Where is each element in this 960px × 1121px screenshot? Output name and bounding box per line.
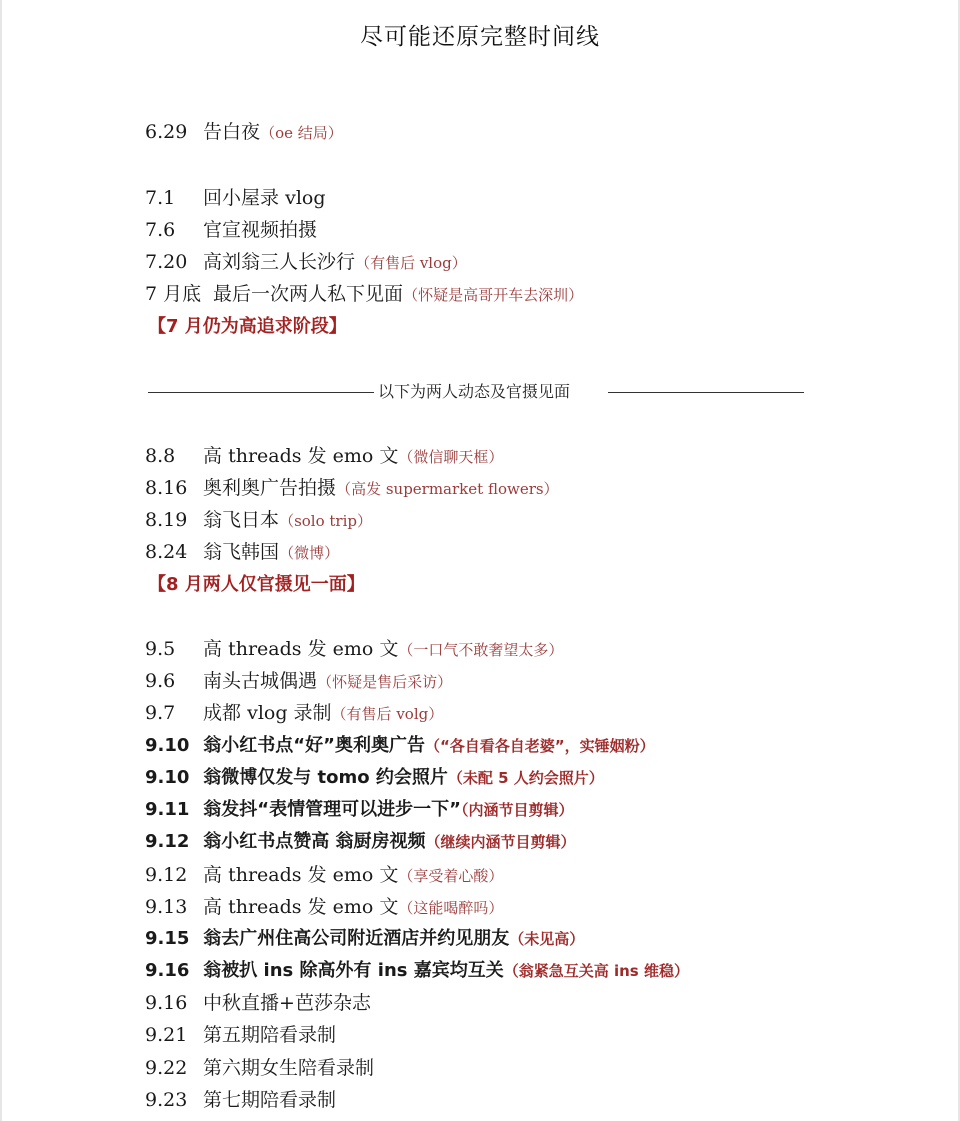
entry-text: 最后一次两人私下见面 (213, 283, 404, 305)
entry-note: （未见高） (509, 930, 585, 948)
timeline-entry (145, 217, 317, 244)
timeline-entry (145, 475, 559, 502)
page-edge-left (0, 0, 2, 1121)
entry-date: 9.7 (145, 702, 176, 724)
timeline-entry (145, 185, 326, 212)
entry-date: 9.5 (145, 638, 176, 660)
entry-date: 9.11 (145, 799, 190, 820)
entry-date: 9.16 (145, 960, 190, 981)
entry-text: 高 threads 发 emo 文 (203, 864, 399, 886)
divider-rule-left (148, 392, 374, 393)
timeline-entry (145, 733, 655, 759)
entry-text: 翁微博仅发与 tomo 约会照片 (203, 767, 448, 788)
entry-note: （oe 结局） (260, 124, 343, 142)
entry-text: 中秋直播+芭莎杂志 (203, 992, 371, 1014)
timeline-entry (145, 926, 584, 952)
timeline-entry (145, 249, 467, 276)
entry-date: 9.13 (145, 896, 188, 918)
entry-date: 7 月底 (145, 283, 202, 305)
entry-note: （怀疑是高哥开车去深圳） (403, 286, 584, 304)
entry-text: 翁飞韩国 (203, 541, 280, 563)
entry-text: 翁飞日本 (203, 509, 280, 531)
entry-text: 高刘翁三人长沙行 (203, 251, 356, 273)
entry-note: （继续内涵节目剪辑） (425, 833, 576, 851)
timeline-entry (145, 1087, 336, 1114)
timeline-entry (145, 700, 443, 727)
timeline-entry (145, 765, 604, 791)
entry-note: （未配 5 人约会照片） (447, 769, 604, 787)
entry-date: 9.10 (145, 767, 190, 788)
entry-date: 8.19 (145, 509, 188, 531)
entry-note: （solo trip） (279, 512, 372, 530)
entry-note: （这能喝醉吗） (398, 899, 504, 917)
entry-text: 高 threads 发 emo 文 (203, 445, 399, 467)
entry-text: 翁被扒 ins 除高外有 ins 嘉宾均互关 (203, 960, 504, 981)
entry-note: （怀疑是售后采访） (317, 673, 453, 691)
entry-note: （内涵节目剪辑） (460, 801, 574, 819)
entry-date: 9.23 (145, 1089, 188, 1111)
entry-note: （微信聊天框） (398, 448, 504, 466)
timeline-entry (145, 636, 563, 663)
entry-date: 7.20 (145, 251, 188, 273)
entry-date: 9.6 (145, 670, 176, 692)
entry-date: 9.15 (145, 928, 190, 949)
entry-date: 9.22 (145, 1057, 188, 1079)
entry-text: 成都 vlog 录制 (203, 702, 332, 724)
entry-text: 官宣视频拍摄 (203, 219, 318, 241)
entry-text: 回小屋录 vlog (203, 187, 326, 209)
timeline-entry (145, 958, 689, 984)
entry-text: 第五期陪看录制 (203, 1024, 337, 1046)
timeline-entry (145, 862, 503, 889)
page-title: 尽可能还原完整时间线 (360, 24, 600, 50)
entry-note: （高发 supermarket flowers） (336, 480, 559, 498)
entry-text: 高 threads 发 emo 文 (203, 638, 399, 660)
timeline-entry (145, 829, 576, 855)
entry-note: （有售后 vlog） (355, 254, 467, 272)
timeline-entry (145, 668, 452, 695)
phase-label: 【8 月两人仅官摄见一面】 (148, 574, 365, 595)
entry-note: （微博） (279, 544, 340, 562)
entry-text: 第六期女生陪看录制 (203, 1057, 375, 1079)
entry-text: 高 threads 发 emo 文 (203, 896, 399, 918)
entry-date: 7.1 (145, 187, 176, 209)
entry-date: 9.21 (145, 1024, 188, 1046)
entry-date: 9.12 (145, 831, 190, 852)
entry-date: 6.29 (145, 121, 188, 143)
entry-note: （“各自看各自老婆”，实锤姻粉） (424, 737, 655, 755)
entry-date: 8.16 (145, 477, 188, 499)
divider-text: 以下为两人动态及官摄见面 (378, 382, 571, 401)
entry-date: 9.10 (145, 735, 190, 756)
timeline-entry (145, 894, 503, 921)
phase-label: 【7 月仍为高追求阶段】 (148, 316, 347, 337)
divider-rule-right (608, 392, 804, 393)
entry-date: 7.6 (145, 219, 176, 241)
entry-note: （一口气不敢奢望太多） (398, 641, 564, 659)
entry-text: 南头古城偶遇 (203, 670, 318, 692)
entry-text: 告白夜 (203, 121, 261, 143)
timeline-entry (145, 990, 371, 1017)
timeline-entry (145, 1055, 374, 1082)
entry-note: （享受着心酸） (398, 867, 504, 885)
entry-text: 翁发抖“表情管理可以进步一下” (203, 799, 461, 820)
timeline-entry (145, 797, 573, 823)
entry-note: （翁紧急互关高 ins 维稳） (503, 962, 689, 980)
timeline-entry (145, 1022, 336, 1049)
entry-text: 第七期陪看录制 (203, 1089, 337, 1111)
entry-date: 9.16 (145, 992, 188, 1014)
entry-text: 翁小红书点赞高 翁厨房视频 (203, 831, 426, 852)
entry-text: 奥利奥广告拍摄 (203, 477, 337, 499)
timeline-entry (145, 281, 583, 308)
entry-date: 8.24 (145, 541, 188, 563)
timeline-entry (145, 507, 372, 534)
entry-note: （有售后 volg） (331, 705, 444, 723)
entry-text: 翁去广州住高公司附近酒店并约见朋友 (203, 928, 510, 949)
entry-text: 翁小红书点“好”奥利奥广告 (203, 735, 425, 756)
entry-date: 8.8 (145, 445, 176, 467)
timeline-entry (145, 443, 503, 470)
entry-date: 9.12 (145, 864, 188, 886)
timeline-entry (145, 119, 343, 146)
timeline-entry (145, 539, 339, 566)
section-divider (148, 379, 804, 405)
